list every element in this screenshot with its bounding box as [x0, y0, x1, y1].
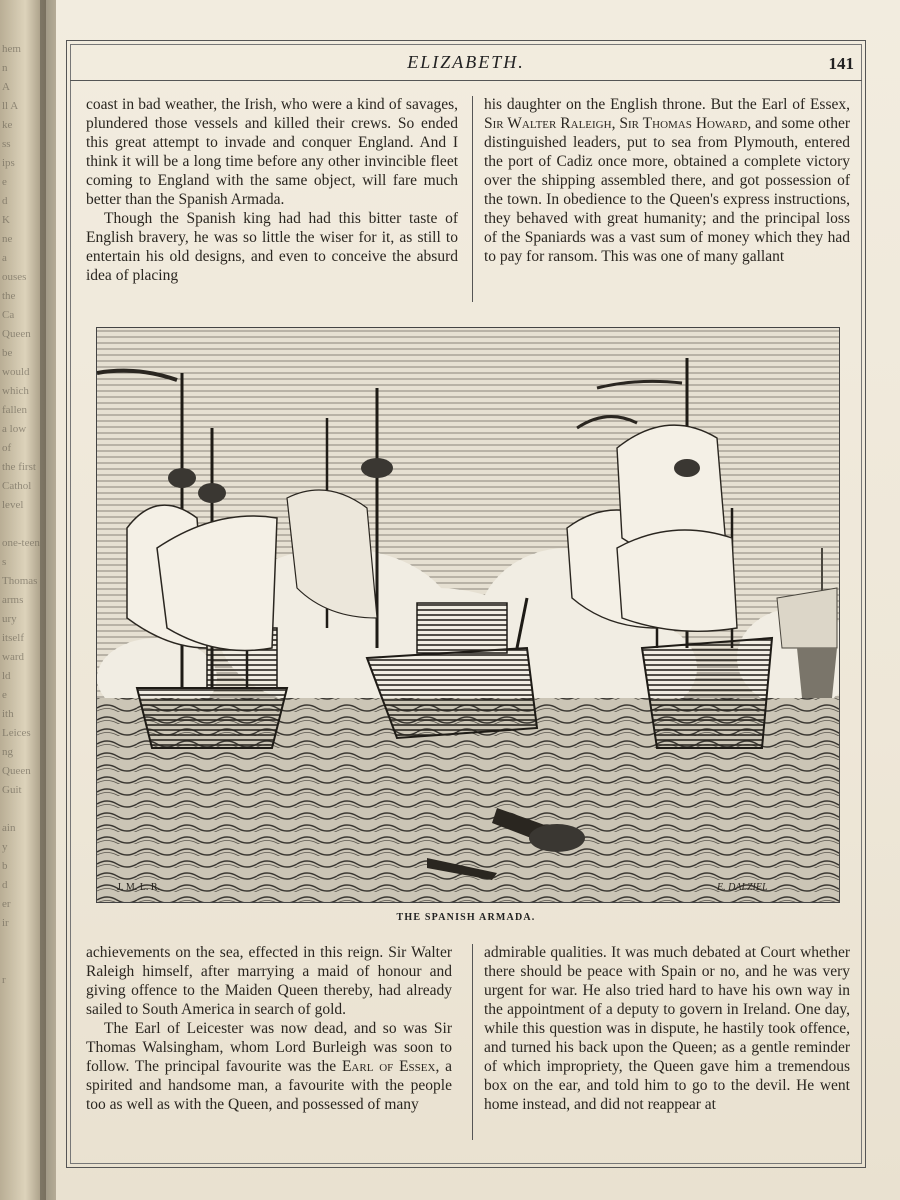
- facing-page-text: hem n A ll A ke ss ips e d K ne a ouses the Ca Queen be would which fallen a low of the first Cathol level one-teen s Thomas arms ury itself ward ld e ith Leices ng Queen Guit ain y b d er ir r: [2, 43, 40, 986]
- bottom-left-column: [86, 943, 452, 1114]
- top-right-column: [484, 95, 850, 266]
- head-rule: [70, 80, 862, 81]
- spanish-armada-engraving: [96, 327, 840, 903]
- running-head: [70, 50, 862, 80]
- illustration-caption: THE SPANISH ARMADA.: [396, 912, 536, 923]
- text-run: ,: [611, 115, 620, 132]
- paragraph: coast in bad weather, the Irish, who were a kind of savages, plundered those vessels and killed their crews. So ended this great attempt to invade and conquer England. And I think it will be a long time before any other invincible fleet coming to England with the same object, will fare much better than the Spanish Armada.: [86, 96, 458, 208]
- name-small-caps: Earl of Essex: [341, 1058, 436, 1075]
- paragraph: Though the Spanish king had had this bitter taste of English bravery, he was so little the wiser for it, as still to entertain his old designs, and even to conceive the absurd idea of placing: [86, 210, 458, 284]
- paragraph: achievements on the sea, effected in this reign. Sir Walter Raleigh himself, after marrying a maid of honour and giving offence to the Maiden Queen thereby, had already sailed to South America in search of gold.: [86, 944, 452, 1018]
- text-run: his daughter on the English throne. But the Earl of Essex,: [484, 96, 850, 113]
- paragraph: [86, 1019, 452, 1114]
- name-small-caps: Sir Thomas Howard: [619, 115, 748, 132]
- bottom-right-column: [484, 943, 850, 1114]
- text-run: , a spirited and handsome man, a favourite with the people too as well as with the Queen, and possessed of many: [86, 1058, 452, 1113]
- paragraph: [484, 95, 850, 266]
- column-divider: [472, 96, 473, 302]
- engraving-svg: [97, 328, 840, 903]
- text-run: The Earl of Leicester was now dead, and so was Sir Thomas Walsingham, whom Lord Burleigh was soon to follow. The principal favourite was the: [86, 1020, 452, 1075]
- page-number: 141: [828, 54, 854, 73]
- text-run: , and some other distinguished leaders, put to sea from Plymouth, entered the port of Cadiz once more, obtained a complete victory over the shipping assembled there, and got possession of the town. In obedience to the Queen's express instructions, they behaved with great humanity; and the principal loss of the Spaniards was a vast sum of money which they had to pay for ransom. This was one of many gallant: [484, 115, 850, 265]
- book-page: [56, 0, 900, 1200]
- running-head-title: ELIZABETH.: [407, 52, 525, 72]
- column-divider: [472, 944, 473, 1140]
- name-small-caps: Sir Walter Raleigh: [484, 115, 612, 132]
- engraver-signature-left: J. M. L. R.: [117, 882, 161, 893]
- engraver-signature-right: E. DALZIEL: [717, 882, 768, 893]
- paragraph: admirable qualities. It was much debated at Court whether there should be peace with Spain or no, and he was very urgent for war. He also tried hard to have his own way in the appointment of a deputy to govern in Ireland. One day, while this question was in dispute, he hastily took offence, and turned his back upon the Queen; as a gentle reminder of which impropriety, the Queen gave him a tremendous box on the ear, and told him to go to the devil. He went home instead, and did not reappear at: [484, 944, 850, 1113]
- top-left-column: [86, 95, 458, 285]
